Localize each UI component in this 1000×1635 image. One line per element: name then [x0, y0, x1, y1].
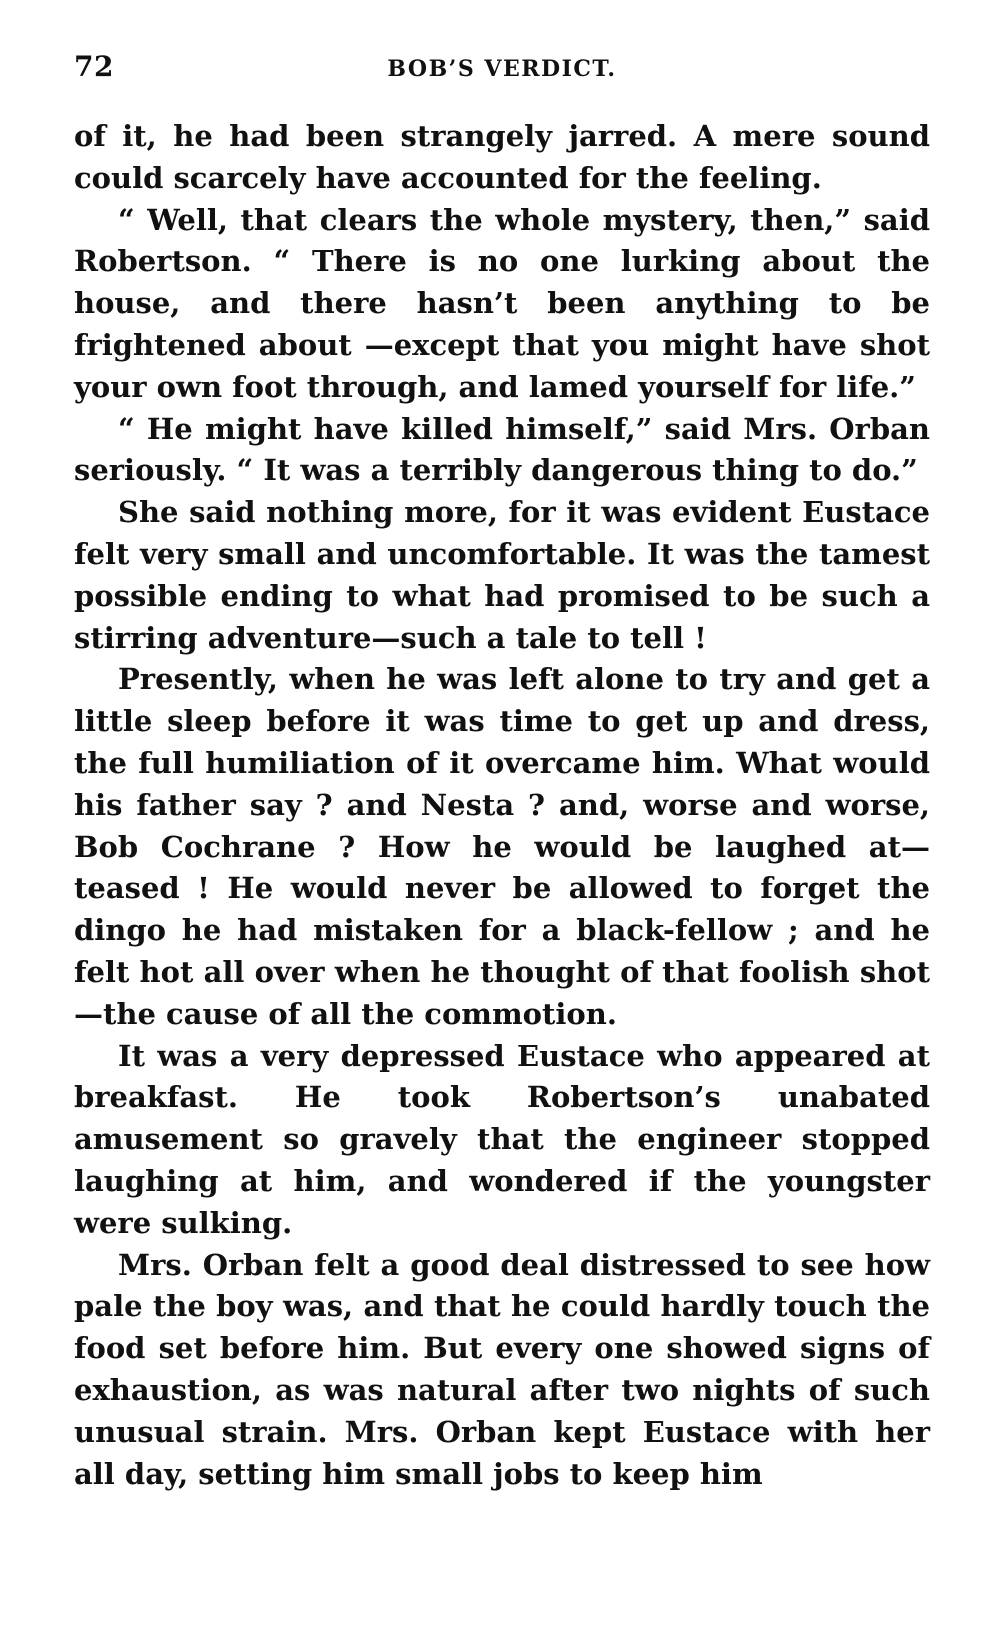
paragraph: “ He might have killed himself,” said Mrs. Orban seriously. “ It was a terribly dangerous thing to do.”: [74, 411, 930, 488]
paragraph: Presently, when he was left alone to try and get a little sleep before it was time to get up and dress, the full humiliation of it overcame him. What would his father say ? and Nesta ? and, worse and worse, Bob Cochrane ? How he would be laughed at—teased ! He would never be allowed to forget the dingo he had mistaken for a black-fellow ; and he felt hot all over when he thought of that foolish shot—the cause of all the commotion.: [74, 662, 930, 1031]
paragraph: She said nothing more, for it was evident Eustace felt very small and uncomfortable. It was the tamest possible ending to what had promised to be such a stirring adventure—such a tale to tell !: [74, 495, 930, 655]
paragraph: of it, he had been strangely jarred. A mere sound could scarcely have accounted for the feeling.: [74, 119, 930, 195]
book-page: [74, 50, 930, 1495]
paragraph: It was a very depressed Eustace who appeared at breakfast. He took Robertson’s unabated amusement so gravely that the engineer stopped laughing at him, and wondered if the youngster were sulking.: [74, 1038, 930, 1240]
body-text: [74, 116, 930, 1495]
page-header: [74, 50, 930, 92]
page-number: 72: [74, 50, 114, 83]
paragraph: Mrs. Orban felt a good deal distressed to see how pale the boy was, and that he could hardly touch the food set before him. But every one showed signs of exhaustion, as was natural after two nights of such unusual strain. Mrs. Orban kept Eustace with her all day, setting him small jobs to keep him: [74, 1247, 930, 1491]
paragraph: “ Well, that clears the whole mystery, then,” said Robertson. “ There is no one lurking about the house, and there hasn’t been anything to be frightened about —except that you might have shot your own foot through, and lamed yourself for life.”: [74, 202, 930, 404]
running-head: BOB’S VERDICT.: [387, 56, 617, 82]
